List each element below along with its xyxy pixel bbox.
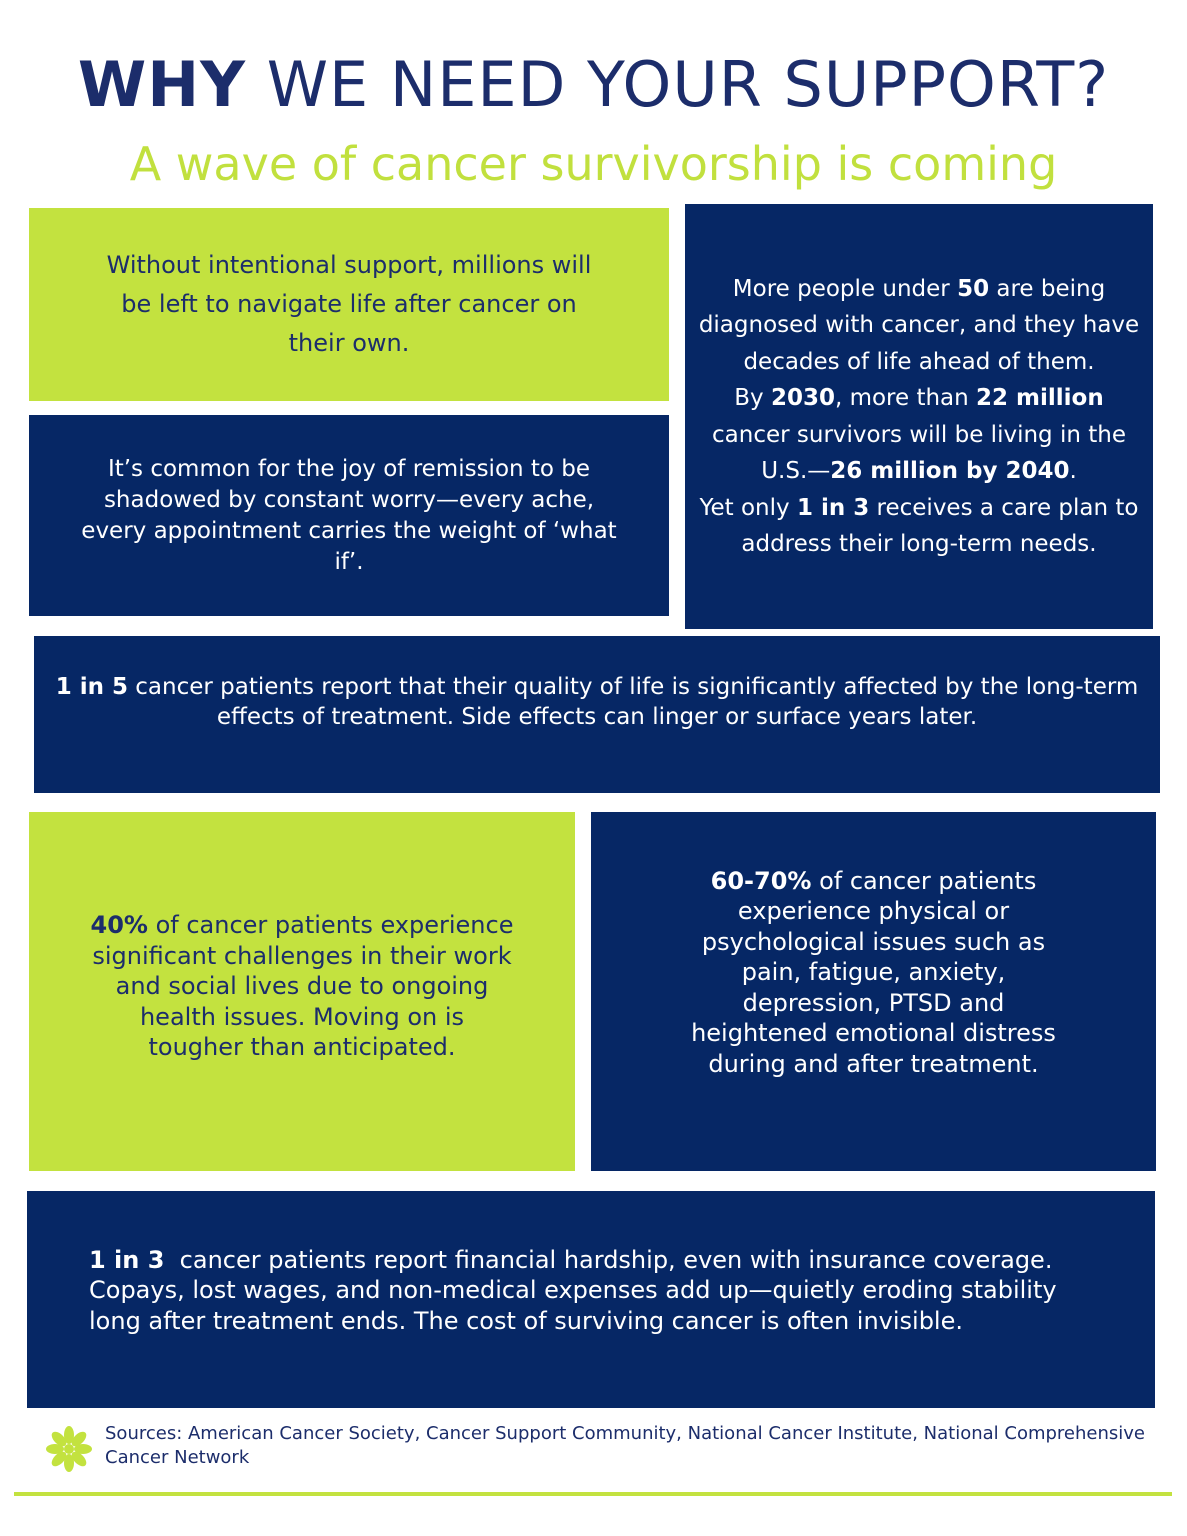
sixty-seventy-body: of cancer patients experience physical or psychological issues such as pain, fatigue, anxiety, depression, PTSD and heightened emotional distress during and after treatment.: [691, 866, 1056, 1078]
forty-percent-body: of cancer patients experience significant challenges in their work and social lives due to ongoing health issues. Moving on is tougher than anticipated.: [92, 911, 514, 1062]
one-in-five-box: [34, 636, 1160, 793]
financial-hardship-body: cancer patients report financial hardship, even with insurance coverage. Copays, lost wages, and non-medical expenses add up—quietly eroding stability long after treatment ends. The cost of surviving cancer is often invisible.: [89, 1245, 1068, 1335]
under-50-p2-b: 2030: [770, 385, 835, 411]
intentional-support-text: Without intentional support, millions will be left to navigate life after cancer on their own.: [106, 251, 592, 357]
remission-worry-text: It’s common for the joy of remission to be shadowed by constant worry—every ache, every appointment carries the weight of ‘what if’.: [81, 455, 617, 575]
forty-percent-text: [89, 910, 515, 1063]
footer-divider: [14, 1492, 1172, 1496]
under-50-text: [693, 271, 1145, 563]
under-50-p2-g: .: [1069, 458, 1077, 484]
sources-text: Sources: American Cancer Society, Cancer Support Community, National Cancer Institute, National Comprehensive Cancer Network: [105, 1423, 1145, 1468]
page-subtitle: A wave of cancer survivorship is coming: [129, 137, 1058, 191]
under-50-p3-b: 1 in 3: [796, 494, 870, 521]
under-50-p1-a: More people under: [732, 275, 958, 302]
remission-worry-box: [29, 415, 669, 616]
one-in-five-body: cancer patients report that their quality of life is significantly affected by the long-term effects of treatment. Side effects can linger or surface years later.: [127, 673, 1139, 730]
sixty-seventy-text: [671, 866, 1076, 1080]
under-50-p2-d: 22 million: [976, 385, 1104, 411]
under-50-p1-b: 50: [957, 275, 990, 302]
under-50-p2-c: , more than: [834, 385, 977, 411]
financial-hardship-text: [89, 1245, 1093, 1337]
financial-hardship-stat: 1 in 3: [89, 1245, 165, 1274]
under-50-p1-c: are being diagnosed with cancer, and they have decades of life ahead of them.: [698, 275, 1140, 375]
one-in-five-text: [54, 672, 1140, 732]
under-50-p2-f: 26 million by 2040: [830, 458, 1070, 484]
sixty-seventy-stat: 60-70%: [710, 866, 812, 895]
financial-hardship-box: [27, 1191, 1155, 1408]
under-50-box: [685, 204, 1153, 629]
sixty-seventy-box: [591, 812, 1156, 1171]
title-bold: WHY: [77, 48, 246, 121]
one-in-five-stat: 1 in 5: [55, 673, 128, 700]
flower-icon: [44, 1424, 94, 1474]
page-title: [0, 48, 1187, 122]
under-50-p2-a: By: [734, 385, 771, 411]
title-rest: WE NEED YOUR SUPPORT?: [245, 48, 1110, 121]
intentional-support-box: [29, 208, 669, 401]
under-50-p3-a: Yet only: [699, 494, 797, 521]
under-50-p3-c: receives a care plan to address their long-term needs.: [741, 494, 1139, 557]
under-50-p2-e: cancer survivors will be living in the U.S.—: [712, 421, 1126, 484]
forty-percent-stat: 40%: [90, 911, 148, 940]
forty-percent-box: [29, 812, 575, 1171]
